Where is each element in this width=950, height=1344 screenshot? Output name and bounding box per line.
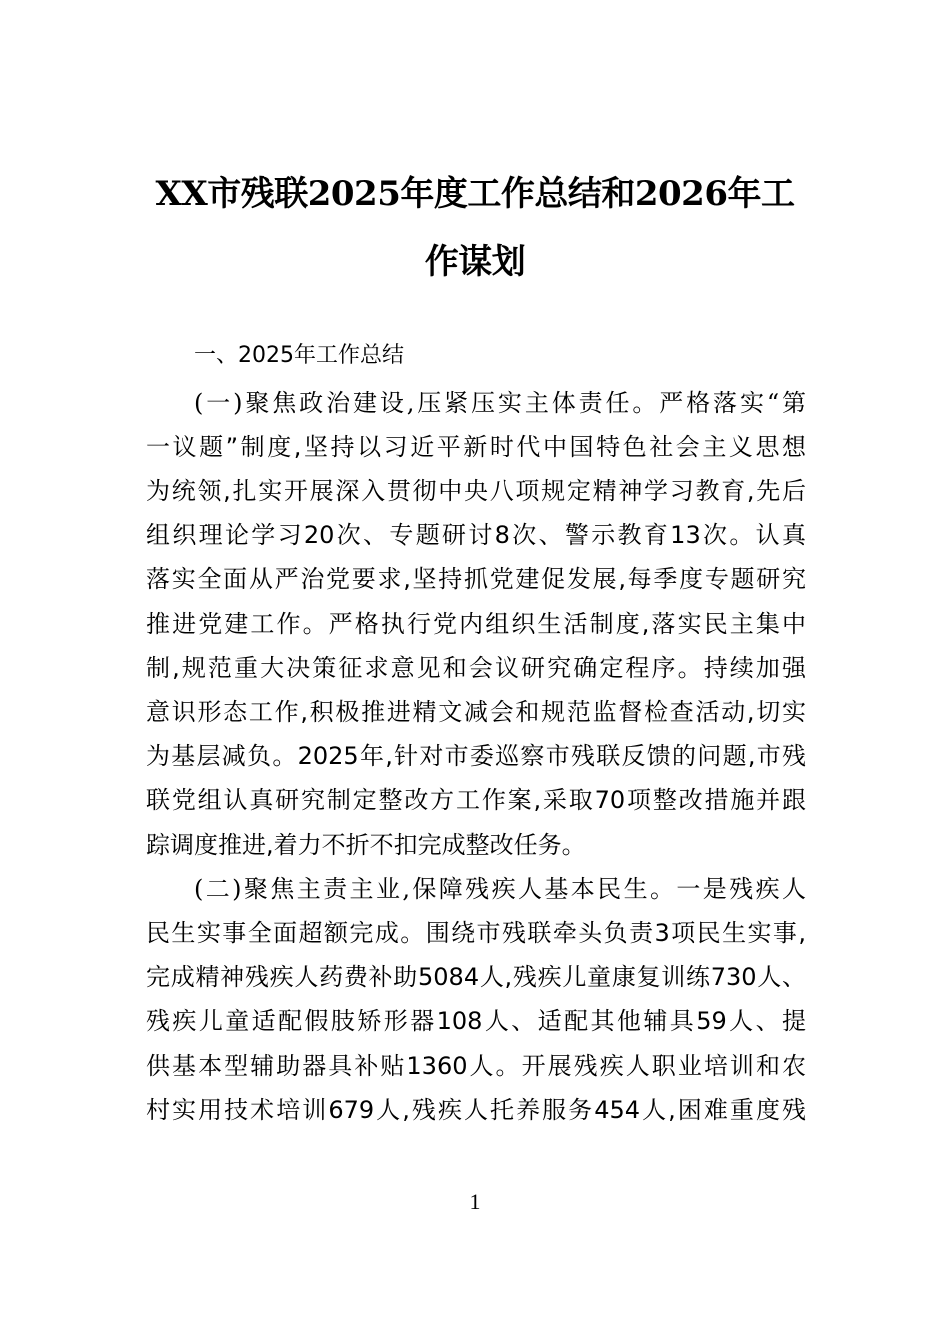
paragraph-line: 完成精神残疾人药费补助5084人,残疾儿童康复训练730人、 bbox=[146, 963, 806, 991]
paragraph-line: 组织理论学习20次、专题研讨8次、警示教育13次。认真 bbox=[146, 521, 806, 549]
paragraph-line: 一议题”制度,坚持以习近平新时代中国特色社会主义思想 bbox=[146, 433, 806, 461]
document-title-line-1: XX市残联2025年度工作总结和2026年工 bbox=[155, 174, 795, 214]
paragraph-line: 供基本型辅助器具补贴1360人。开展残疾人职业培训和农 bbox=[146, 1052, 806, 1080]
paragraph-line: 制,规范重大决策征求意见和会议研究确定程序。持续加强 bbox=[146, 654, 806, 682]
paragraph-line: 意识形态工作,积极推进精文减会和规范监督检查活动,切实 bbox=[146, 698, 806, 726]
section-heading: 一、2025年工作总结 bbox=[194, 343, 404, 368]
paragraph-line: (一)聚焦政治建设,压紧压实主体责任。严格落实“第 bbox=[194, 389, 806, 417]
document-title-line-2: 作谋划 bbox=[424, 242, 526, 282]
paragraph-line: 落实全面从严治党要求,坚持抓党建促发展,每季度专题研究 bbox=[146, 565, 806, 593]
page-number: 1 bbox=[469, 1189, 481, 1214]
paragraph-line: 为统领,扎实开展深入贯彻中央八项规定精神学习教育,先后 bbox=[146, 477, 806, 505]
paragraph-line: 踪调度推进,着力不折不扣完成整改任务。 bbox=[146, 831, 586, 859]
paragraph-line: (二)聚焦主责主业,保障残疾人基本民生。一是残疾人 bbox=[194, 875, 806, 903]
paragraph-line: 为基层减负。2025年,针对市委巡察市残联反馈的问题,市残 bbox=[146, 742, 806, 770]
paragraph-line: 村实用技术培训679人,残疾人托养服务454人,困难重度残 bbox=[146, 1096, 806, 1124]
paragraph-line: 残疾儿童适配假肢矫形器108人、适配其他辅具59人、提 bbox=[146, 1007, 806, 1035]
paragraph-line: 民生实事全面超额完成。围绕市残联牵头负责3项民生实事, bbox=[146, 919, 806, 947]
paragraph-line: 联党组认真研究制定整改方工作案,采取70项整改措施并跟 bbox=[146, 786, 806, 814]
paragraph-line: 推进党建工作。严格执行党内组织生活制度,落实民主集中 bbox=[146, 610, 806, 638]
